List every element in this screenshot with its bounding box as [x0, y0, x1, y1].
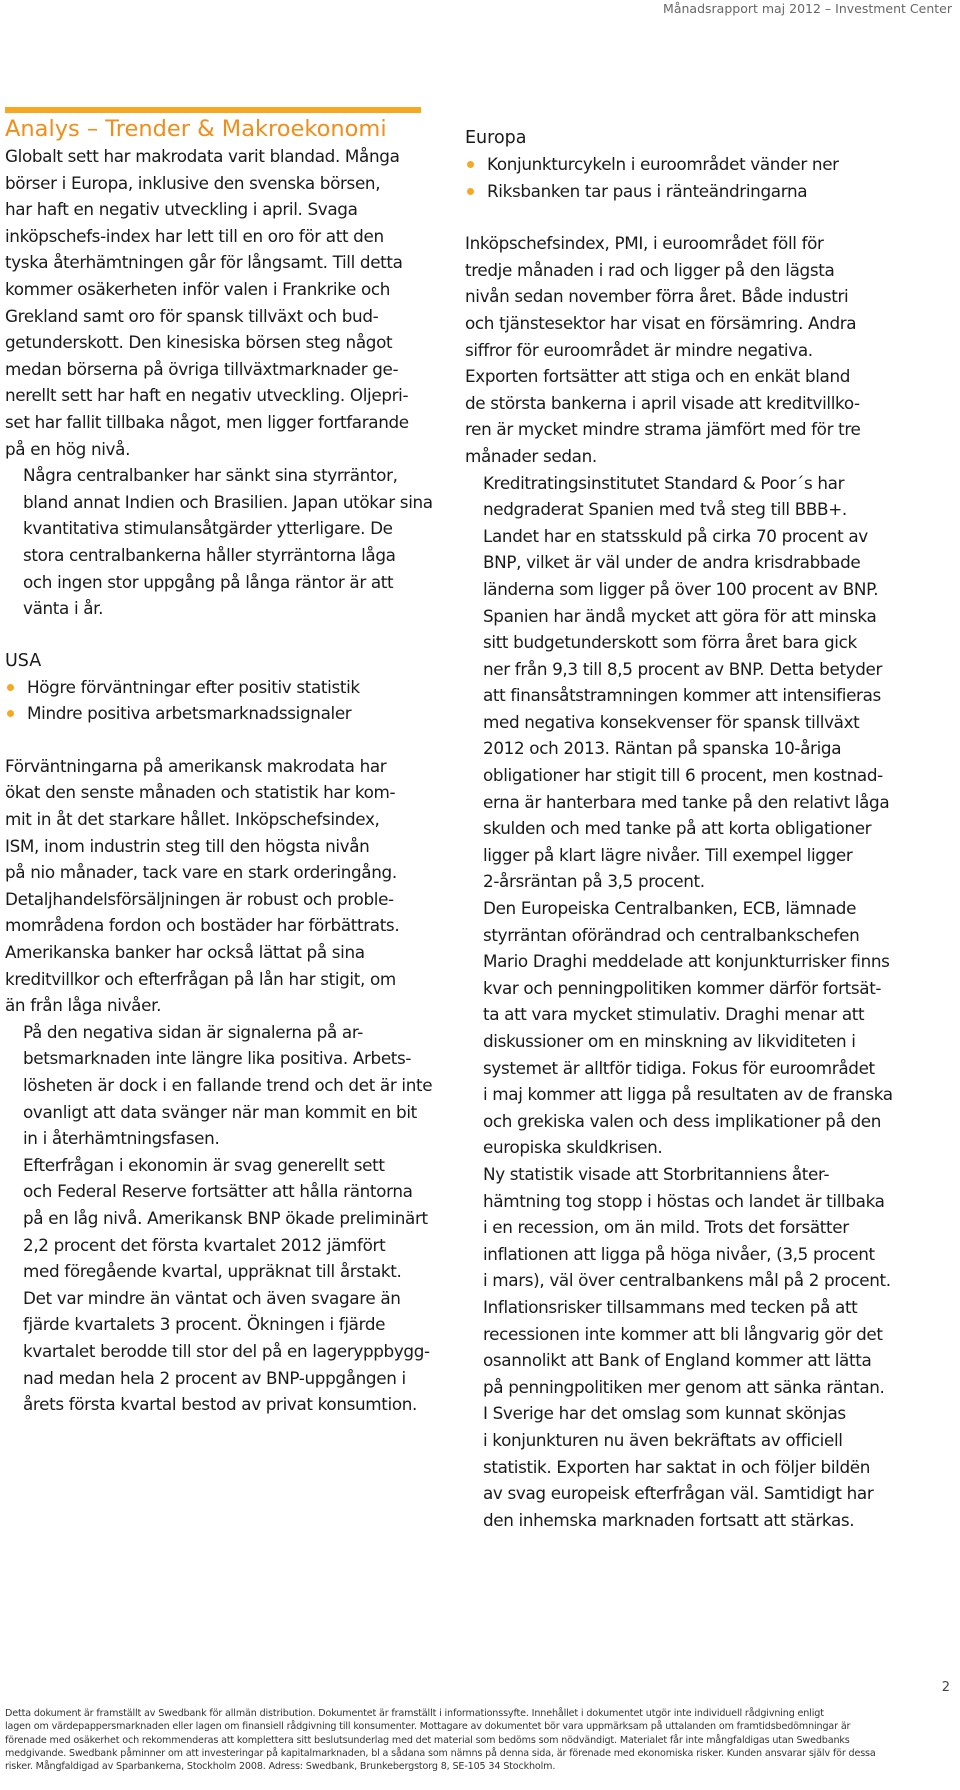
text-line: Ny statistik visade att Storbritanniens åter- [483, 1163, 830, 1184]
europe-paragraph-1 [465, 230, 905, 469]
text-line: Detaljhandelsförsäljningen är robust och proble- [5, 888, 394, 909]
text-line: I Sverige har det omslag som kunnat skönjas [483, 1403, 846, 1424]
text-line: Några centralbanker har sänkt sina styrräntor, [23, 465, 398, 486]
right-column [465, 99, 905, 1533]
text-line: på en låg nivå. Amerikansk BNP ökade preliminärt [23, 1207, 428, 1228]
page-number: 2 [941, 1680, 950, 1695]
bullet-item [465, 151, 905, 178]
bullet-dot-icon [7, 684, 14, 691]
europe-paragraph-3 [465, 895, 905, 1161]
europe-paragraph-4 [465, 1161, 905, 1400]
text-line: inflationen att ligga på höga nivåer, (3,5 procent [483, 1243, 875, 1264]
text-line: diskussioner om en minskning av likviditeten i [483, 1031, 856, 1051]
text-line: kvartalet berodde till stor del på en lagerуppbygg- [23, 1340, 430, 1361]
text-line: Den Europeiska Centralbanken, ECB, lämnade [483, 898, 857, 919]
text-line: den inhemska marknaden fortsatt att stärkas. [483, 1509, 855, 1530]
bullet-text: Högre förväntningar efter positiv statistik [27, 676, 360, 697]
text-line: Förväntningarna på amerikansk makrodata har [5, 755, 387, 776]
bullet-item [5, 700, 429, 727]
text-line: nivån sedan november förra året. Både industri [465, 286, 849, 307]
spacer [5, 727, 429, 753]
report-title: Månadsrapport maj 2012 – Investment Center [663, 1, 952, 16]
text-line: skulden och med tanke på att korta obligationer [483, 818, 872, 839]
europe-paragraph-5 [465, 1400, 905, 1533]
section-heading: Analys – Trender & Makroekonomi [5, 116, 387, 142]
text-line: kvar och penningpolitiken kommer därför fortsät- [483, 977, 882, 998]
text-line: Mario Draghi meddelade att konjunkturrisker finns [483, 951, 890, 972]
text-line: Efterfrågan i ekonomin är svag generellt sett [23, 1154, 385, 1175]
text-line: obligationer har stigit till 6 procent, men kostnad- [483, 765, 883, 786]
text-line: med negativa konsekvenser för spansk tillväxt [483, 711, 860, 732]
text-line: Amerikanska banker har också lättat på sina [5, 942, 365, 963]
text-line: Globalt sett har makrodata varit blandad. Många [5, 146, 400, 166]
bullet-item [465, 178, 905, 205]
text-line: systemet är alltför tidiga. Fokus för euroområdet [483, 1057, 875, 1078]
usa-heading: USA [5, 650, 42, 671]
text-line: Exporten fortsätter att stiga och en enkät bland [465, 366, 851, 387]
text-line: 2-årsräntan på 3,5 procent. [483, 871, 705, 892]
text-line: tyska återhämtningen går för långsamt. Till detta [5, 252, 403, 273]
text-line: statistik. Exporten har saktat in och följer bildën [483, 1456, 871, 1477]
text-line: mit in åt det starkare hållet. Inköpschefsindex, [5, 809, 380, 830]
text-line: att finansåtstramningen kommer att intensifieras [483, 685, 881, 706]
bullet-dot-icon [467, 188, 474, 195]
text-line: 2012 och 2013. Räntan på spanska 10-åriga [483, 738, 842, 759]
text-line: getunderskott. Den kinesiska börsen steg något [5, 332, 393, 353]
text-line: europiska skuldkrisen. [483, 1137, 663, 1158]
bullet-dot-icon [467, 161, 474, 168]
text-line: ISM, inom industrin steg till den högsta nivån [5, 835, 370, 856]
bullet-text: Riksbanken tar paus i ränteändringarna [487, 180, 808, 201]
text-line: inköpschefs-index har lett till en oro för att den [5, 225, 384, 246]
text-line: kreditvillkor och efterfrågan på lån har stigit, om [5, 968, 396, 989]
text-line: i mars), väl över centralbankens mål på 2 procent. [483, 1270, 891, 1291]
bullet-dot-icon [7, 710, 14, 717]
usa-paragraph-3 [5, 1152, 429, 1418]
text-line: ren är mycket mindre strama jämfört med för tre [465, 419, 861, 440]
heading-rule [5, 107, 421, 113]
text-line: har haft en negativ utveckling i april. Svaga [5, 199, 358, 220]
usa-paragraph-2 [5, 1019, 433, 1152]
bullet-text: Konjunkturcykeln i euroområdet vänder ner [487, 154, 839, 174]
text-line: medan börserna på övriga tillväxtmarknader ge- [5, 358, 399, 379]
text-line: vänta i år. [23, 598, 104, 619]
bullet-text: Mindre positiva arbetsmarknadssignaler [27, 703, 352, 724]
europe-bullets [465, 151, 905, 204]
text-line: än från låga nivåer. [5, 995, 162, 1016]
text-line: ligger på klart lägre nivåer. Till exempel ligger [483, 844, 853, 865]
text-line: nedgraderat Spanien med två steg till BBB+. [483, 499, 847, 520]
text-line: tredje månaden i rad och ligger på den lägsta [465, 259, 835, 280]
text-line: månader sedan. [465, 445, 597, 466]
text-line: ökat den senste månaden och statistik har kom- [5, 782, 396, 803]
text-line: Detta dokument är framställt av Swedbank för allmän distribution. Dokumentet är framställt i informationssyfte. Innehållet i dokumentet utgör inte individuell rådgivning enligt [5, 1708, 824, 1719]
text-line: erna är hanterbara med tanke på den relativt låga [483, 791, 890, 812]
text-line: Kreditratingsinstitutet Standard & Poor´s har [483, 472, 845, 493]
text-line: ner från 9,3 till 8,5 procent av BNP. Detta betyder [483, 658, 883, 679]
text-line: risker. Mångfaldigad av Sparbankerna, Stockholm 2008. Adress: Swedbank, Brunkebergstorg 8, SE-105 34 Stockholm. [5, 1761, 556, 1773]
text-line: Grekland samt oro för spansk tillväxt och bud- [5, 305, 379, 326]
text-line: ta att vara mycket stimulativ. Draghi menar att [483, 1004, 865, 1025]
text-line: på en hög nivå. [5, 438, 131, 459]
text-line: in i återhämtningsfasen. [23, 1128, 220, 1149]
text-line: och Federal Reserve fortsätter att hålla räntorna [23, 1181, 413, 1202]
text-line: nerellt sett har haft en negativ utveckling. Oljepri- [5, 385, 409, 406]
text-line: kvantitativa stimulansåtgärder ytterligare. De [23, 518, 393, 539]
text-line: med föregående kvartal, uppräknat till årstakt. [23, 1261, 402, 1282]
text-line: och ingen stor uppgång på långa räntor är att [23, 571, 394, 592]
text-line: siffror för euroområdet är mindre negativa. [465, 339, 813, 360]
disclaimer-footer [5, 1707, 885, 1773]
usa-bullets [5, 674, 429, 727]
text-line: länderna som ligger på över 100 procent av BNP. [483, 578, 879, 599]
text-line: i en recession, om än mild. Trots det forsätter [483, 1217, 849, 1238]
text-line: kommer osäkerheten inför valen i Frankrike och [5, 278, 391, 299]
text-line: och grekiska valen och dess implikationer på den [483, 1110, 882, 1131]
text-line: På den negativa sidan är signalerna på ar- [23, 1021, 363, 1042]
intro-paragraph [5, 143, 429, 462]
text-line: och tjänstesektor har visat en försämring. Andra [465, 312, 857, 333]
europe-paragraph-2 [465, 470, 905, 896]
left-column [5, 99, 433, 1418]
text-line: stora centralbankerna håller styrräntorna låga [23, 544, 396, 565]
intro-paragraph-2 [5, 462, 433, 622]
text-line: hämtning tog stopp i höstas och landet är tillbaka [483, 1190, 885, 1211]
text-line: i konjunkturen nu även bekräftats av officiell [483, 1429, 843, 1450]
text-line: Inköpschefsindex, PMI, i euroområdet föll för [465, 233, 824, 254]
page-header [392, 0, 952, 18]
text-line: styrräntan oförändrad och centralbankschefen [483, 924, 860, 945]
bullet-item [5, 674, 429, 701]
text-line: Spanien har ändå mycket att göra för att minska [483, 605, 877, 626]
text-line: på penningpolitiken mer genom att sänka räntan. [483, 1376, 885, 1397]
text-line: medgivande. Swedbank påminner om att investeringar på kapitalmarknaden, bl a sådana som nämns på denna sida, är förenade med ekonomiska risker. Kunden ansvarar själv för dessa [5, 1747, 876, 1759]
text-line: lösheten är dock i en fallande trend och det är inte [23, 1075, 433, 1095]
text-line: 2,2 procent det första kvartalet 2012 jämfört [23, 1234, 386, 1255]
text-line: årets första kvartal bestod av privat konsumtion. [23, 1394, 418, 1415]
text-line: set har fallit tillbaka något, men ligger fortfarande [5, 411, 409, 432]
usa-paragraph-1 [5, 753, 429, 1019]
text-line: de största bankerna i april visade att kreditvillko- [465, 392, 860, 413]
text-line: Inflationsrisker tillsammans med tecken på att [483, 1296, 858, 1317]
text-line: lagen om värdepappersmarknaden eller lagen om finansiell rådgivning till konsumenter. Mottagare av dokumentet bör vara uppmärksam på uttalanden om framtidsbedömningar är [5, 1721, 851, 1733]
text-line: recessionen inte kommer att bli långvarig gör det [483, 1323, 883, 1344]
text-line: på nio månader, tack vare en stark orderingång. [5, 862, 397, 883]
text-line: ovanligt att data svänger när man kommit en bit [23, 1101, 417, 1122]
text-line: Det var mindre än väntat och även svagare än [23, 1287, 401, 1308]
text-line: av svag europeisk efterfrågan väl. Samtidigt har [483, 1483, 874, 1504]
text-line: förenade med osäkerhet och rekommenderas att komplettera sitt beslutsunderlag med det material som bedöms som nödvändigt. Materialet får inte mångfaldigas utan Swedbanks [5, 1734, 850, 1746]
text-line: BNP, vilket är väl under de andra krisdrabbade [483, 552, 861, 573]
text-line: nad medan hela 2 procent av BNP-uppgången i [23, 1367, 406, 1388]
text-line: fjärde kvartalets 3 procent. Ökningen i fjärde [23, 1314, 386, 1335]
text-line: betsmarknaden inte längre lika positiva. Arbets- [23, 1048, 412, 1069]
europe-heading: Europa [465, 128, 527, 148]
text-line: börser i Europa, inklusive den svenska börsen, [5, 172, 381, 193]
text-line: i maj kommer att ligga på resultaten av de franska [483, 1084, 893, 1105]
text-line: mområdena fordon och bostäder har förbättrats. [5, 915, 400, 936]
text-line: sitt budgetunderskott som förra året bara gick [483, 632, 857, 653]
text-line: Landet har en statsskuld på cirka 70 procent av [483, 525, 868, 546]
text-line: bland annat Indien och Brasilien. Japan utökar sina [23, 491, 433, 512]
spacer [465, 204, 905, 230]
text-line: osannolikt att Bank of England kommer att lätta [483, 1350, 872, 1371]
